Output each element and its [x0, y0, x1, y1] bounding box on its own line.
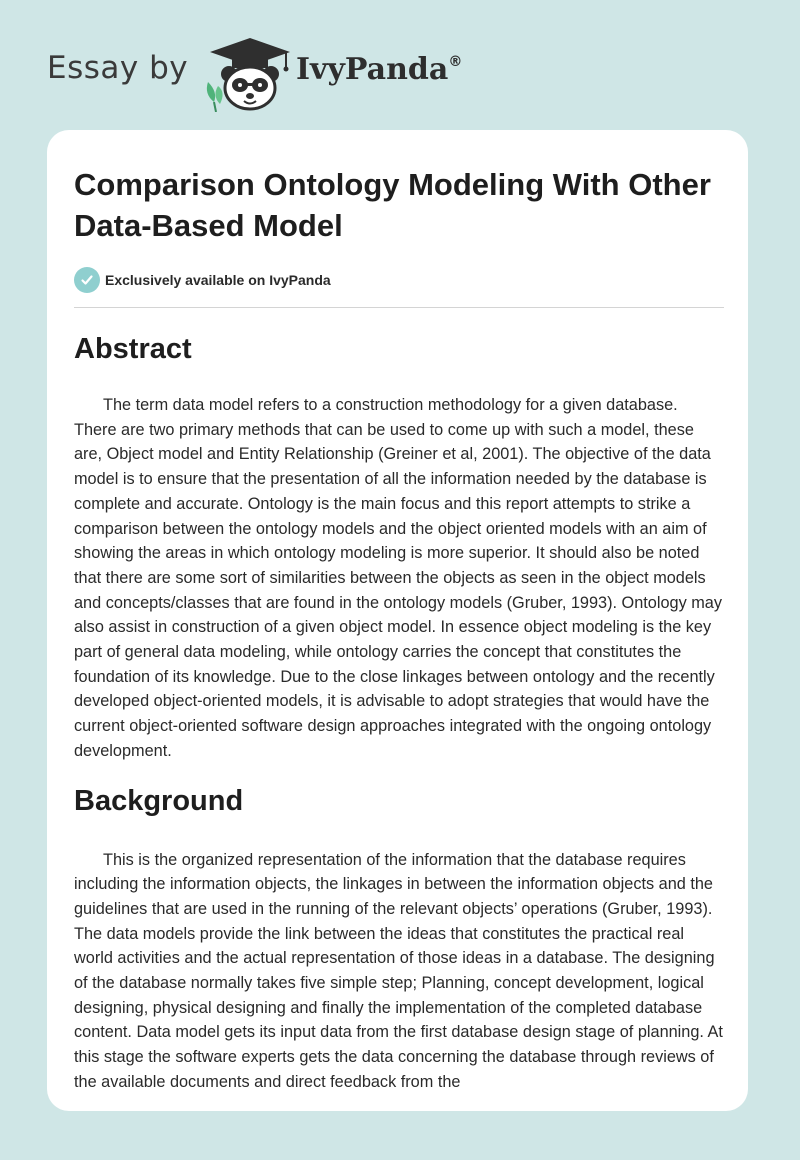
registered-mark: ® — [448, 54, 463, 70]
essay-card — [47, 130, 748, 1111]
essay-by-label: Essay by — [47, 50, 189, 86]
brand-name[interactable] — [296, 52, 462, 87]
background-paragraph: This is the organized representation of the information that the database requires including the information objects, the linkages in between the information objects and the guidelines that are used in the running of the relevant objects’ operations (Gruber, 1993). The data models provide the link between the ideas that constitutes the practical real world activities and the actual representation of those ideas in a database. The designing of the database normally takes five simple step; Planning, concept development, logical designing, physical designing and finally the implementation of the completed database content. Data model gets its input data from the first database design stage of planning. At this stage the software experts gets the data concerning the database through reviews of the available documents and direct feedback from the — [74, 850, 723, 1091]
panda-graduate-icon — [202, 34, 294, 112]
essay-content — [74, 164, 724, 1095]
check-icon — [74, 267, 100, 293]
site-header — [47, 30, 507, 110]
brand-name-text: IvyPanda — [296, 52, 449, 87]
exclusive-label: Exclusively available on IvyPanda — [105, 272, 331, 288]
exclusive-badge — [74, 266, 724, 294]
divider — [74, 307, 724, 308]
section-heading-abstract: Abstract — [74, 333, 192, 365]
section-heading-background: Background — [74, 784, 244, 817]
abstract-paragraph: The term data model refers to a construction methodology for a given database. There are two primary methods that can be used to come up with such a model, these are, Object model and Entity Relationship (Greiner et al, 2001). The objective of the data model is to ensure that the presentation of all the information needed by the database is complete and accurate. Ontology is the main focus and this report attempts to strike a comparison between the ontology models and the object oriented models with an aim of showing the areas in which ontology modeling is more superior. It should also be noted that there are some sort of similarities between the objects as seen in the object models and concepts/classes that are found in the ontology models (Gruber, 1993). Ontology may also assist in construction of a given object model. In essence object modeling is the key part of general data modeling, while ontology carries the concept that constitutes the foundation of its knowledge. Due to the close linkages between ontology and the recently developed object-oriented models, it is advisable to adopt strategies that would have the current object-oriented software design approaches integrated with the ongoing ontology development. — [74, 396, 723, 760]
page-title: Comparison Ontology Modeling With Other Data-Based Model — [74, 167, 711, 243]
